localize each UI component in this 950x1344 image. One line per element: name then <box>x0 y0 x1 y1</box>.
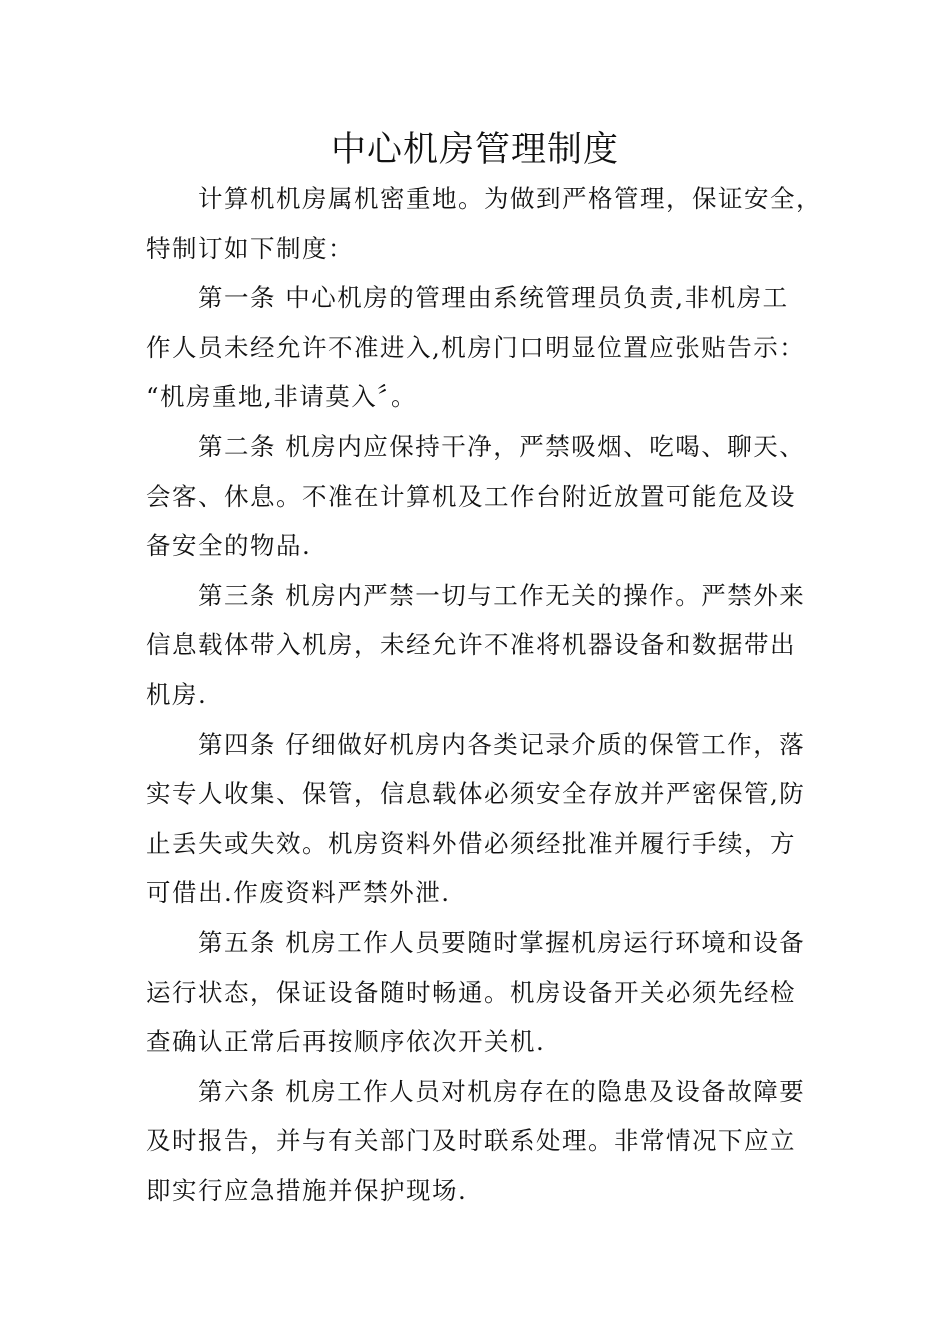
text-line: 作人员未经允许不准进入,机房门口明显位置应张贴告示： <box>146 332 806 362</box>
text-line: 会客、休息。不准在计算机及工作台附近放置可能危及设 <box>146 481 796 511</box>
text-line: 止丢失或失效。机房资料外借必须经批准并履行手续，方 <box>146 828 796 858</box>
text-line: 第四条 仔细做好机房内各类记录介质的保管工作，落 <box>198 729 806 759</box>
article-4 <box>146 720 818 918</box>
document-body <box>146 174 822 1215</box>
text-line: 机房. <box>146 679 208 709</box>
article-3 <box>146 571 818 720</box>
text-line: 特制订如下制度： <box>146 233 354 263</box>
text-line: “机房重地,非请莫入〞。 <box>146 382 418 412</box>
text-line: 第二条 机房内应保持干净，严禁吸烟、吃喝、聊天、 <box>198 431 806 461</box>
text-line: 实专人收集、保管，信息载体必须安全存放并严密保管,防 <box>146 779 806 809</box>
text-line: 备安全的物品. <box>146 531 312 561</box>
text-line: 即实行应急措施并保护现场. <box>146 1175 468 1205</box>
text-line: 第一条 中心机房的管理由系统管理员负责,非机房工 <box>198 283 789 313</box>
text-line: 第三条 机房内严禁一切与工作无关的操作。严禁外来 <box>198 580 806 610</box>
text-line: 第六条 机房工作人员对机房存在的隐患及设备故障要 <box>198 1076 806 1106</box>
text-line: 及时报告，并与有关部门及时联系处理。非常情况下应立 <box>146 1126 796 1156</box>
text-line: 运行状态，保证设备随时畅通。机房设备开关必须先经检 <box>146 977 796 1007</box>
text-line: 查确认正常后再按顺序依次开关机. <box>146 1027 546 1057</box>
article-2 <box>146 422 818 571</box>
document-title: 中心机房管理制度 <box>330 130 619 170</box>
text-line: 可借出.作废资料严禁外泄. <box>146 878 451 908</box>
text-line: 信息载体带入机房，未经允许不准将机器设备和数据带出 <box>146 630 796 660</box>
article-6 <box>146 1067 818 1216</box>
article-1 <box>146 273 818 422</box>
text-line: 第五条 机房工作人员要随时掌握机房运行环境和设备 <box>198 927 806 957</box>
article-5 <box>146 918 818 1067</box>
text-line: 计算机机房属机密重地。为做到严格管理，保证安全， <box>198 184 822 213</box>
intro-paragraph <box>146 174 822 273</box>
